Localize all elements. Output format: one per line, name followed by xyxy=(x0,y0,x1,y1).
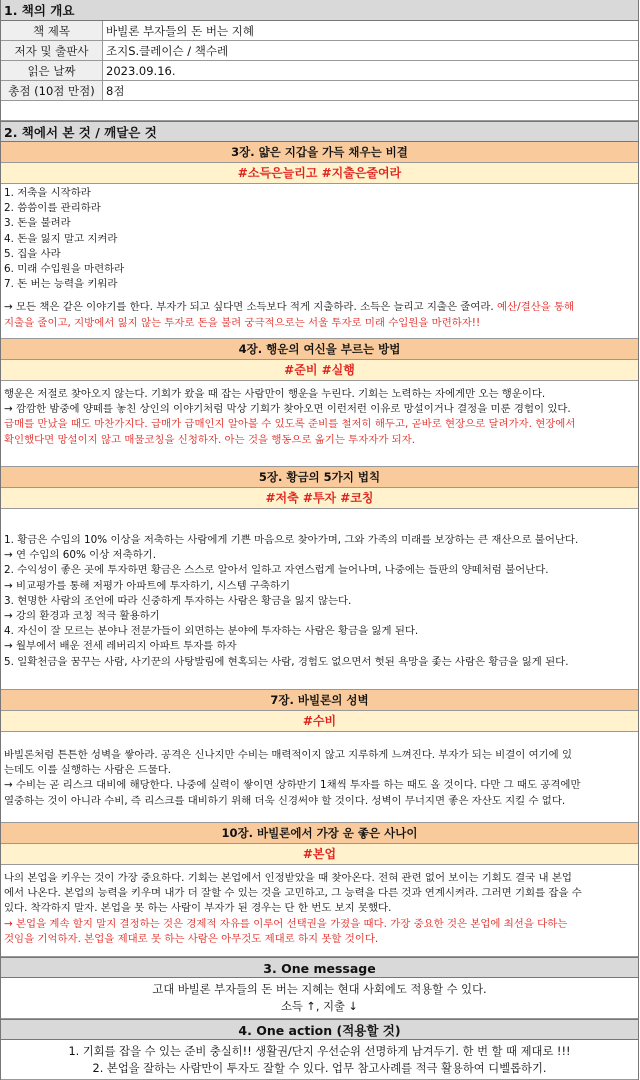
one-action-line: 2. 본업을 잘하는 사람만이 투자도 잘할 수 있다. 업무 참고사례를 적극 활용하여 디벨롭하기. xyxy=(92,1062,547,1075)
text-line: 2. 수익성이 좋은 곳에 투자하면 황금은 스스로 알아서 일하고 자연스럽게 늘어나며, 나중에는 들판의 양떼처럼 불어난다. xyxy=(4,564,549,577)
label-score: 총점 (10점 만점) xyxy=(1,81,103,100)
text-line: 에서 나온다. 본업의 능력을 키우며 내가 더 잘할 수 있는 것을 고민하고, 그 능력을 다른 것과 연계시켜라. 그러면 기회를 잡을 수 xyxy=(4,887,582,900)
text-line: 급매를 만났을 때도 마찬가지다. 급매가 급매인지 알아볼 수 있도록 준비를 철저히 해두고, 곧바로 현장으로 달려가자. 현장에서 xyxy=(4,418,576,431)
value-book-title: 바빌론 부자들의 돈 버는 지혜 xyxy=(106,24,254,38)
text-line: 나의 본업을 키우는 것이 가장 중요하다. 기회는 본업에서 인정받았을 때 찾아온다. 전혀 관련 없어 보이는 기회도 결국 내 본업 xyxy=(4,872,572,884)
chapter4-body xyxy=(1,381,638,467)
text-line: → 강의 환경과 코칭 적극 활용하기 xyxy=(4,610,160,623)
summary-line-red: 지출을 줄이고, 지방에서 잃지 않는 투자로 돈을 불려 궁극적으로는 서울 투자로 미래 수입원을 마련하자!! xyxy=(4,316,481,329)
text-line: → 수비는 곧 리스크 대비에 해당한다. 나중에 실력이 쌓이면 상하반기 1채씩 투자를 하는 때도 올 것이다. 다만 그 때도 공격에만 xyxy=(4,779,581,792)
info-row-title xyxy=(1,21,638,41)
text-line: 열중하는 것이 아니라 수비, 즉 리스크를 대비하기 위해 더욱 신경써야 할 것이다. 성벽이 무너지면 좋은 자산도 지킬 수 없다. xyxy=(4,794,566,807)
text-line: → 깜깜한 밤중에 양떼를 놓친 상인의 이야기처럼 막상 기회가 찾아오면 이런저런 이유로 망설이거나 결정을 미룬 경험이 있다. xyxy=(4,403,571,416)
list-item: 6. 미래 수입원을 마련하라 xyxy=(4,263,125,276)
chapter7-body xyxy=(1,732,638,823)
value-score: 8점 xyxy=(106,84,125,98)
text-line: 4. 자신이 잘 모르는 분야나 전문가들이 외면하는 분야에 투자하는 사람은 황금을 잃게 된다. xyxy=(4,625,419,638)
text-line: → 연 수입의 60% 이상 저축하기. xyxy=(4,549,156,562)
text-line: 바빌론처럼 튼튼한 성벽을 쌓아라. 공격은 신나지만 수비는 매력적이지 않고 지루하게 느껴진다. 부자가 되는 비결이 여기에 있 xyxy=(4,749,573,761)
one-message-line: 소득 ↑, 지출 ↓ xyxy=(281,1000,358,1013)
list-item: 4. 돈을 잃지 말고 지켜라 xyxy=(4,232,118,245)
chapter4-tags: #준비 #실행 xyxy=(1,360,638,381)
text-line: → 월부에서 배운 전세 레버리지 아파트 투자를 하자 xyxy=(4,640,237,653)
chapter3-tags: #소득은늘리고 #지출은줄여라 xyxy=(1,163,638,184)
chapter3-body xyxy=(1,184,638,339)
value-read-date: 2023.09.16. xyxy=(106,64,176,78)
text-line: 5. 일확천금을 꿈꾸는 사람, 사기꾼의 사탕발림에 현혹되는 사람, 경험도 없으면서 헛된 욕망을 좇는 사람은 황금을 잃게 된다. xyxy=(4,655,569,668)
chapter5-title: 5장. 황금의 5가지 법칙 xyxy=(1,467,638,488)
text-line: → 비교평가를 통해 저평가 아파트에 투자하기, 시스템 구축하기 xyxy=(4,579,291,592)
chapter5-tags: #저축 #투자 #코칭 xyxy=(1,488,638,509)
label-author: 저자 및 출판사 xyxy=(1,41,103,60)
chapter10-title: 10장. 바빌론에서 가장 운 좋은 사나이 xyxy=(1,823,638,844)
text-line-red: → 본업을 계속 할지 말지 결정하는 것은 경제적 자유를 이루어 선택권을 가졌을 때다. 가장 중요한 것은 본업에 최선을 다하는 xyxy=(4,917,568,930)
spacer-row xyxy=(1,101,638,121)
label-read-date: 읽은 날짜 xyxy=(1,61,103,80)
text-line: 1. 황금은 수입의 10% 이상을 저축하는 사람에게 기쁜 마음으로 찾아가며, 그와 가족의 미래를 보장하는 큰 재산으로 불어난다. xyxy=(4,534,579,546)
list-item: 2. 씀씀이를 관리하라 xyxy=(4,202,101,215)
chapter10-body xyxy=(1,865,638,957)
one-action-body xyxy=(1,1040,638,1080)
section-one-action-header: 4. One action (적용할 것) xyxy=(1,1019,638,1040)
info-row-score xyxy=(1,81,638,101)
section-insights-header: 2. 책에서 본 것 / 깨달은 것 xyxy=(1,121,638,142)
text-line: 3. 현명한 사람의 조언에 따라 신중하게 투자하는 사람은 황금을 잃지 않는다. xyxy=(4,594,352,607)
label-book-title: 책 제목 xyxy=(1,21,103,40)
chapter7-title: 7장. 바빌론의 성벽 xyxy=(1,690,638,711)
info-row-author xyxy=(1,41,638,61)
chapter7-tags: #수비 xyxy=(1,711,638,732)
chapter5-body xyxy=(1,509,638,690)
chapter10-tags: #본업 xyxy=(1,844,638,865)
info-row-date xyxy=(1,61,638,81)
text-line-red: 것임을 기억하자. 본업을 제대로 못 하는 사람은 아무것도 제대로 하지 못할 것이다. xyxy=(4,932,379,945)
text-line: 행운은 저절로 찾아오지 않는다. 기회가 왔을 때 잡는 사람만이 행운을 누린다. 기회는 노력하는 자에게만 오는 행운이다. xyxy=(4,388,546,400)
list-item: 1. 저축을 시작하라 xyxy=(4,187,91,199)
text-line: 있다. 착각하지 말자. 본업을 못 하는 사람이 부자가 된 경우는 단 한 번도 보지 못했다. xyxy=(4,902,392,915)
list-item: 7. 돈 버는 능력을 키워라 xyxy=(4,278,118,291)
text-line-red: 확인했다면 망설이지 않고 매물코칭을 신청하자. 아는 것을 행동으로 옮기는 투자자가 되자. xyxy=(4,433,416,446)
chapter4-title: 4장. 행운의 여신을 부르는 방법 xyxy=(1,339,638,360)
one-message-body xyxy=(1,978,638,1019)
text-line: 는데도 이를 실행하는 사람은 드물다. xyxy=(4,764,172,777)
list-item: 5. 집을 사라 xyxy=(4,247,61,260)
value-author: 조지S.클레이슨 / 책수레 xyxy=(106,44,229,58)
chapter3-title: 3장. 얇은 지갑을 가득 채우는 비결 xyxy=(1,142,638,163)
section-one-message-header: 3. One message xyxy=(1,957,638,978)
one-message-line: 고대 바빌론 부자들의 돈 버는 지혜는 현대 사회에도 적용할 수 있다. xyxy=(152,983,487,996)
one-action-line: 1. 기회를 잡을 수 있는 준비 충실히!! 생활권/단지 우선순위 선명하게 남겨두기. 한 번 할 때 제대로 !!! xyxy=(68,1045,571,1058)
list-item: 3. 돈을 불려라 xyxy=(4,217,71,230)
section-overview-header: 1. 책의 개요 xyxy=(1,0,638,21)
summary-line: → 모든 책은 같은 이야기를 한다. 부자가 되고 싶다면 소득보다 적게 지출하라. 소득은 늘리고 지출은 줄여라. 예산/결산을 통해 xyxy=(4,301,575,314)
